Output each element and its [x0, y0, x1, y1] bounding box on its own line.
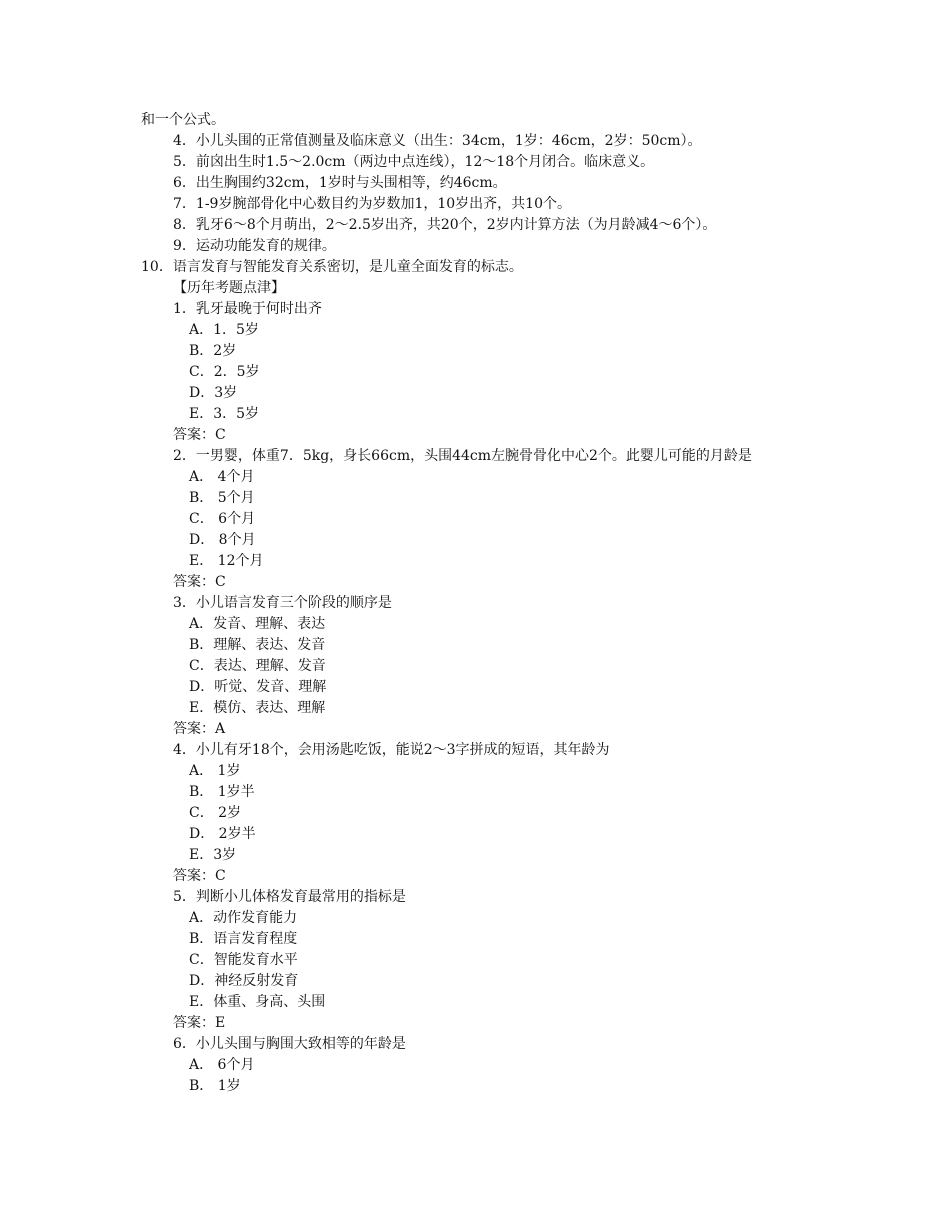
- option-line: D．神经反射发育: [189, 973, 299, 989]
- option-line: C． 6个月: [189, 511, 256, 527]
- answer-line: 答案：C: [173, 574, 226, 590]
- option-line: B． 5个月: [189, 490, 255, 506]
- point-line: 10．语言发育与智能发育关系密切，是儿童全面发育的标志。: [141, 259, 523, 275]
- answer-line: 答案：C: [173, 427, 226, 443]
- question-line: 3．小儿语言发育三个阶段的顺序是: [173, 595, 392, 611]
- question-line: 6．出生胸围约32cm，1岁时与头围相等，约46cm。: [173, 175, 507, 191]
- question-line: 8．乳牙6～8个月萌出，2～2.5岁出齐，共20个，2岁内计算方法（为月龄减4～6个）。: [173, 217, 717, 233]
- question-line: 5．判断小儿体格发育最常用的指标是: [173, 889, 406, 905]
- option-line: B． 1岁: [189, 1078, 241, 1094]
- option-line: B．理解、表达、发音: [189, 637, 326, 653]
- question-line: 7．1-9岁腕部骨化中心数目约为岁数加1，10岁出齐，共10个。: [173, 196, 571, 212]
- question-line: 1．乳牙最晚于何时出齐: [173, 301, 322, 317]
- question-line: 5．前囟出生时1.5～2.0cm（两边中点连线），12～18个月闭合。临床意义。: [173, 154, 655, 170]
- option-line: A．发音、理解、表达: [189, 616, 326, 632]
- answer-line: 答案：A: [173, 721, 226, 737]
- option-line: C． 2岁: [189, 805, 242, 821]
- answer-line: 答案：E: [173, 1015, 226, 1031]
- question-line: 4．小儿有牙18个，会用汤匙吃饭，能说2～3字拼成的短语，其年龄为: [173, 742, 610, 758]
- text-line: 和一个公式。: [141, 112, 225, 128]
- question-line: 2．一男婴，体重7．5kg，身长66cm，头围44cm左腕骨骨化中心2个。此婴儿可能的月龄是: [173, 448, 752, 464]
- section-heading: 【历年考题点津】: [173, 280, 285, 296]
- option-line: A． 4个月: [189, 469, 255, 485]
- answer-line: 答案：C: [173, 868, 226, 884]
- question-line: 6．小儿头围与胸围大致相等的年龄是: [173, 1036, 406, 1052]
- option-line: D． 8个月: [189, 532, 256, 548]
- option-line: C．2．5岁: [189, 364, 260, 380]
- document-page: [0, 110, 950, 1097]
- option-line: E．3．5岁: [189, 406, 260, 422]
- option-line: D． 2岁半: [189, 826, 256, 842]
- option-line: C．智能发育水平: [189, 952, 298, 968]
- option-line: A．动作发育能力: [189, 910, 298, 926]
- option-line: E． 12个月: [189, 553, 264, 569]
- question-line: 4．小儿头围的正常值测量及临床意义（出生：34cm，1岁：46cm，2岁：50cm）。: [173, 133, 702, 149]
- option-line: A．1．5岁: [189, 322, 259, 338]
- option-line: E．模仿、表达、理解: [189, 700, 326, 716]
- option-line: E．3岁: [189, 847, 237, 863]
- question-line: 9．运动功能发育的规律。: [173, 238, 336, 254]
- option-line: B．2岁: [189, 343, 237, 359]
- option-line: C．表达、理解、发音: [189, 658, 326, 674]
- option-line: D．3岁: [189, 385, 238, 401]
- option-line: D．听觉、发音、理解: [189, 679, 327, 695]
- option-line: B． 1岁半: [189, 784, 255, 800]
- option-line: A． 1岁: [189, 763, 241, 779]
- option-line: B．语言发育程度: [189, 931, 298, 947]
- option-line: E．体重、身高、头围: [189, 994, 326, 1010]
- option-line: A． 6个月: [189, 1057, 255, 1073]
